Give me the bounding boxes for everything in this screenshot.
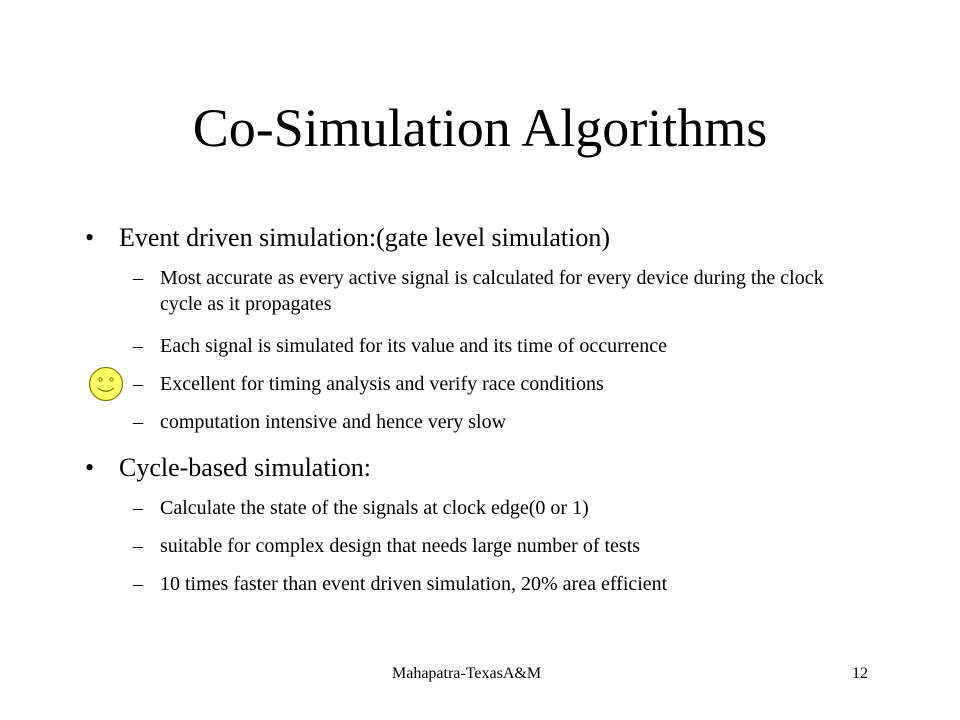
- sub-bullet-marker: –: [133, 535, 143, 557]
- sub-bullet-text: Calculate the state of the signals at clock edge(0 or 1): [160, 497, 589, 519]
- footer-author: Mahapatra-TexasA&M: [392, 665, 542, 682]
- sub-bullet-text: Most accurate as every active signal is calculated for every device during the clock cycle as it propagates: [160, 267, 824, 315]
- sub-bullet-marker: –: [133, 335, 143, 357]
- bullet-marker: •: [85, 223, 95, 252]
- sub-bullet-marker: –: [133, 497, 143, 519]
- page-number: 12: [852, 665, 868, 682]
- sub-bullet-marker: –: [133, 267, 143, 289]
- sub-bullet-marker: –: [133, 373, 143, 395]
- sub-bullet-marker: –: [133, 411, 143, 433]
- sub-bullet-marker: –: [133, 573, 143, 595]
- sub-bullet-text: Excellent for timing analysis and verify race conditions: [160, 373, 604, 395]
- sub-bullet-text: Each signal is simulated for its value and its time of occurrence: [160, 335, 668, 357]
- sub-bullet-text: 10 times faster than event driven simulation, 20% area efficient: [160, 573, 668, 595]
- sub-bullet-text: computation intensive and hence very slow: [160, 411, 507, 433]
- bullet-text: Event driven simulation:(gate level simulation): [119, 223, 610, 252]
- bullet-text: Cycle-based simulation:: [119, 453, 372, 482]
- bullet-marker: •: [85, 453, 95, 482]
- slide-title: Co-Simulation Algorithms: [192, 98, 768, 158]
- sub-bullet-text: suitable for complex design that needs large number of tests: [160, 535, 641, 557]
- smiley-face-icon: [88, 366, 124, 402]
